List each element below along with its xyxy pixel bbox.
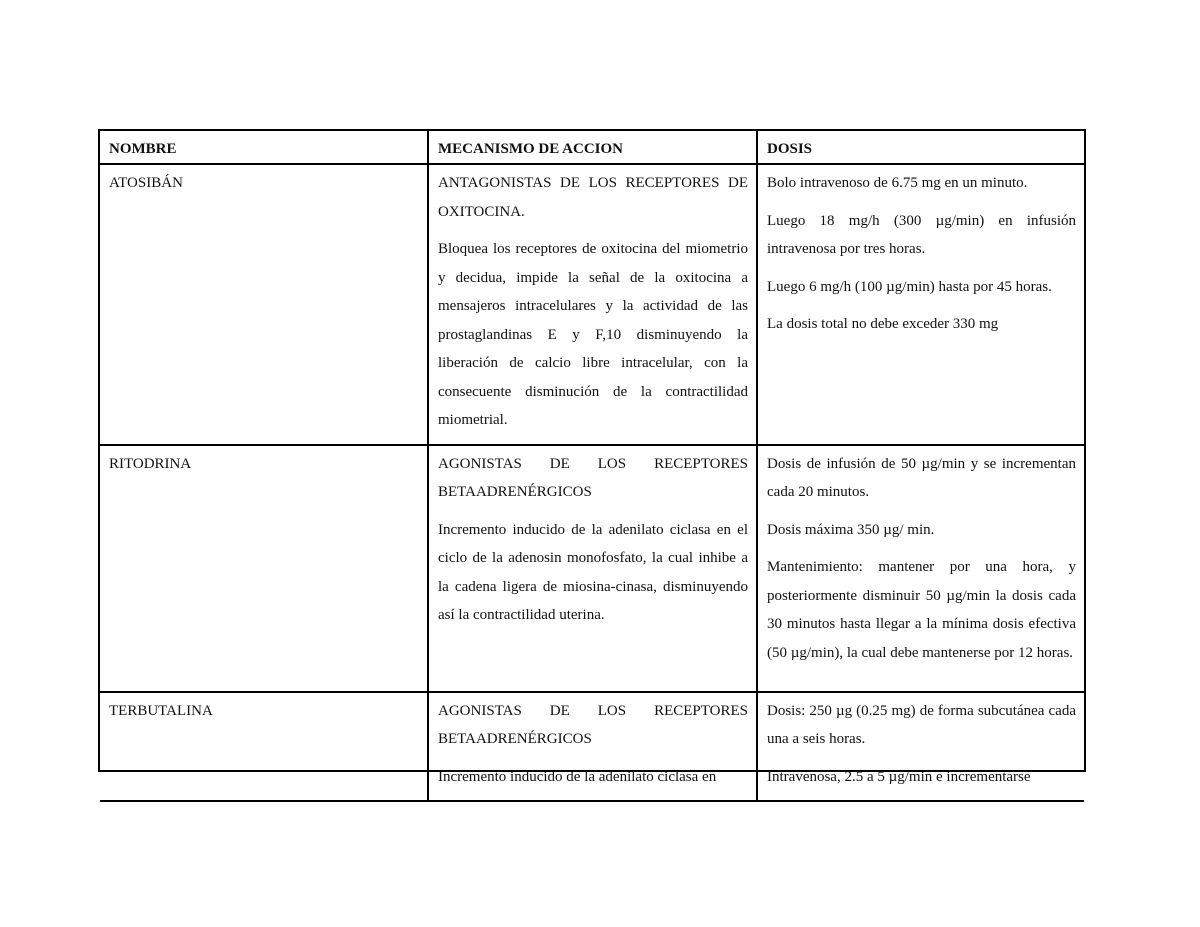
mechanism-description: Incremento inducido de la adenilato ciclasa en el ciclo de la adenosin monofosfato, la cual inhibe a la cadena ligera de miosina-cinasa, disminuyendo así la contractilidad uterina. xyxy=(438,521,748,623)
cell-nombre xyxy=(100,692,428,802)
cell-dosis xyxy=(757,164,1084,445)
mechanism-class: AGONISTAS DE LOS RECEPTORES BETAADRENÉRGICOS xyxy=(438,455,748,500)
mechanism-description: Incremento inducido de la adenilato ciclasa en xyxy=(438,768,717,785)
dose-line: Intravenosa, 2.5 a 5 µg/min e incrementarse xyxy=(767,768,1031,785)
dose-line: Mantenimiento: mantener por una hora, y posteriormente disminuir 50 µg/min la dosis cada 30 minutos hasta llegar a la mínima dosis efectiva (50 µg/min), la cual debe mantenerse por 12 horas. xyxy=(767,559,1076,661)
table-header-row xyxy=(100,131,1084,164)
header-nombre: NOMBRE xyxy=(100,131,428,164)
cell-mecanismo xyxy=(428,445,757,692)
header-dosis: DOSIS xyxy=(757,131,1084,164)
cell-mecanismo xyxy=(428,164,757,445)
table-row xyxy=(100,445,1084,692)
dose-line: Dosis de infusión de 50 µg/min y se incrementan cada 20 minutos. xyxy=(767,455,1076,500)
dose-line: La dosis total no debe exceder 330 mg xyxy=(767,316,999,332)
drug-name: ATOSIBÁN xyxy=(109,175,183,191)
mechanism-description: Bloquea los receptores de oxitocina del miometrio y decidua, impide la señal de la oxitocina a mensajeros intracelulares y la actividad de las prostaglandinas E y F,10 disminuyendo la liberación de calcio libre intracelular, con la consecuente disminución de la contractilidad miometrial. xyxy=(438,241,748,428)
dose-line: Bolo intravenoso de 6.75 mg en un minuto. xyxy=(767,175,1028,191)
dose-line: Dosis máxima 350 µg/ min. xyxy=(767,521,935,538)
header-mecanismo: MECANISMO DE ACCION xyxy=(428,131,757,164)
drug-name: RITODRINA xyxy=(109,455,192,472)
cell-nombre xyxy=(100,164,428,445)
drug-name: TERBUTALINA xyxy=(109,702,213,719)
cell-dosis xyxy=(757,445,1084,692)
dose-line: Luego 6 mg/h (100 µg/min) hasta por 45 horas. xyxy=(767,278,1052,295)
dose-line: Luego 18 mg/h (300 µg/min) en infusión intravenosa por tres horas. xyxy=(767,212,1076,257)
table-row xyxy=(100,164,1084,445)
drug-table-container xyxy=(98,129,1086,785)
mechanism-class: ANTAGONISTAS DE LOS RECEPTORES DE OXITOCINA. xyxy=(438,175,748,220)
cell-nombre xyxy=(100,445,428,692)
dose-line: Dosis: 250 µg (0.25 mg) de forma subcutánea cada una a seis horas. xyxy=(767,702,1076,747)
table-row xyxy=(100,692,1084,802)
mechanism-class: AGONISTAS DE LOS RECEPTORES BETAADRENÉRGICOS xyxy=(438,702,748,747)
cell-mecanismo xyxy=(428,692,757,802)
drug-table xyxy=(100,131,1084,802)
cell-dosis xyxy=(757,692,1084,802)
